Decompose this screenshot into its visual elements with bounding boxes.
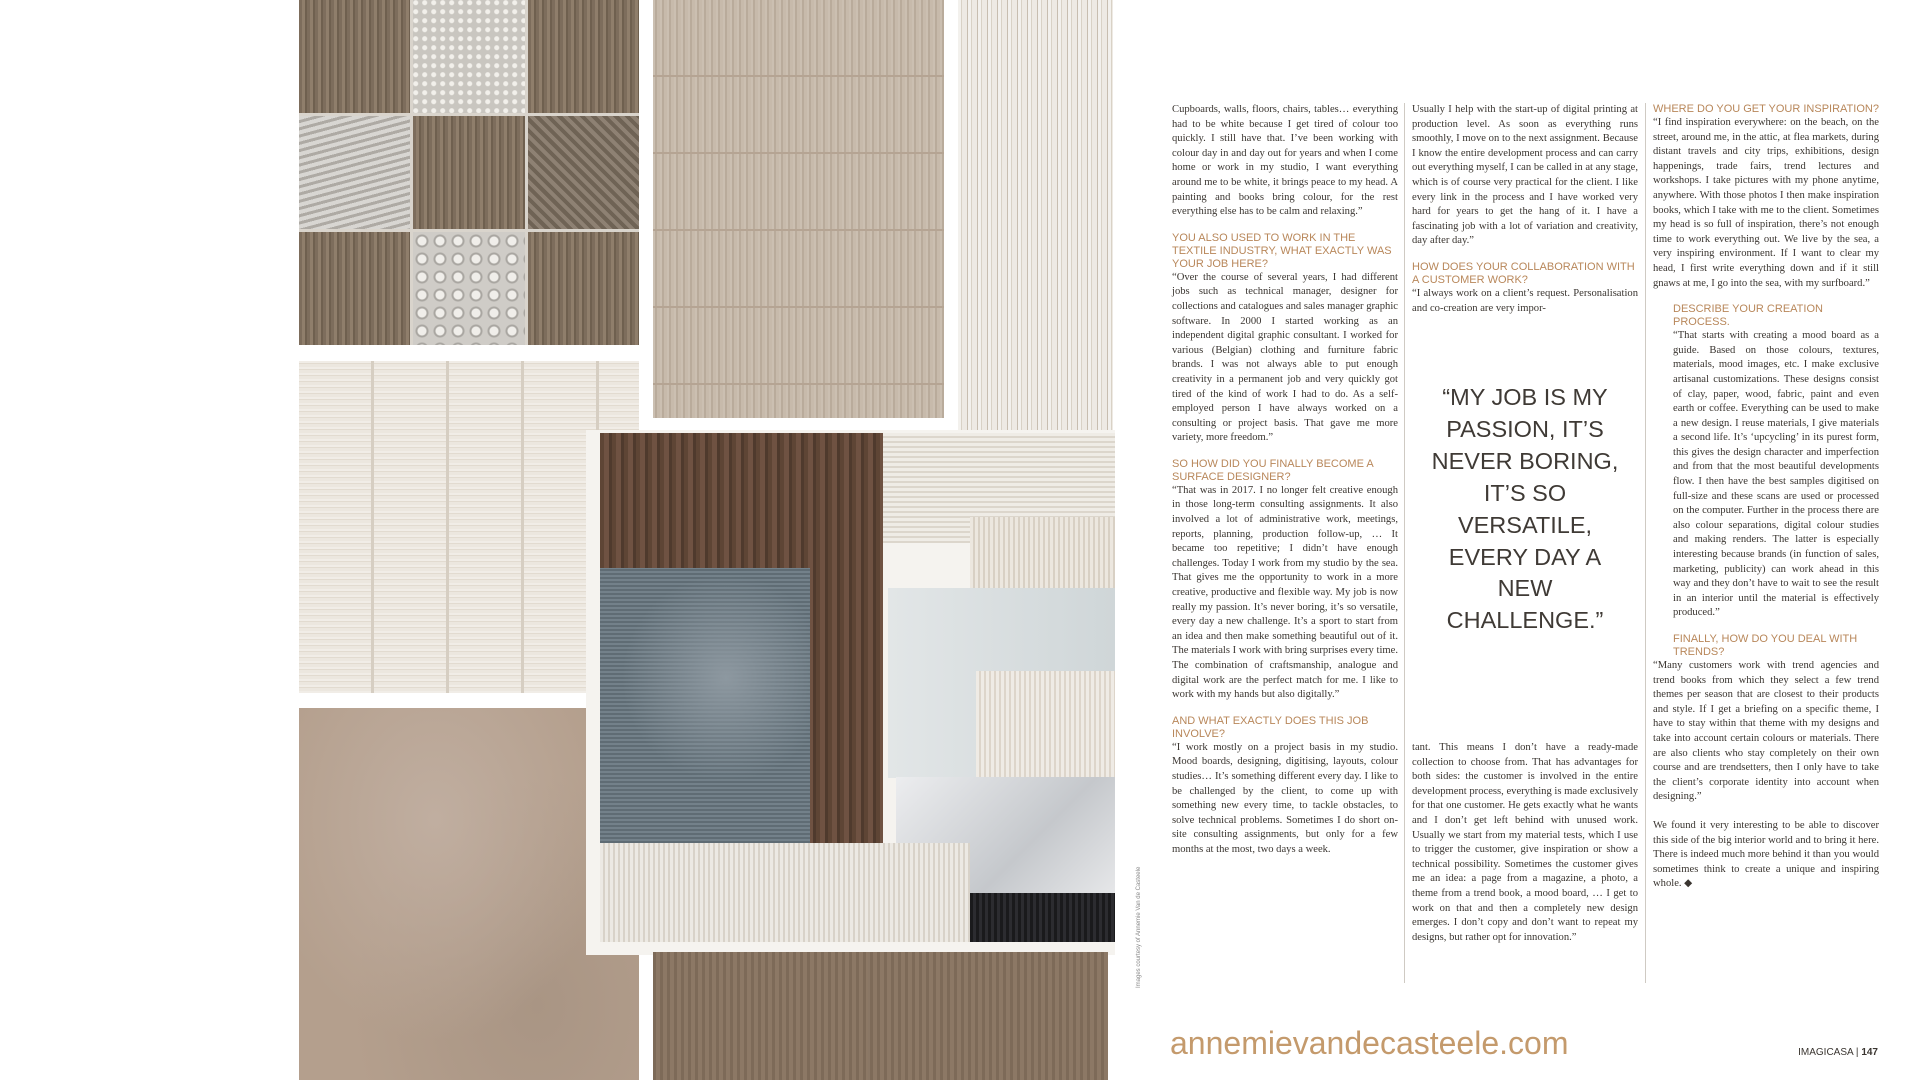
- closing-paragraph: We found it very interesting to be able to discover this side of the big interior world and to bring it here. There is indeed much more behind it than you would sometimes think to create a unique and inspiring whole. ◆: [1653, 819, 1879, 890]
- page-folio: [1798, 1047, 1878, 1058]
- photo-white-bark-texture: [958, 0, 1113, 502]
- text-column-left: [1172, 103, 1398, 858]
- question-inspiration: WHERE DO YOU GET YOUR INSPIRATION?: [1653, 103, 1879, 115]
- photo-brown-wood-panels: [653, 952, 1108, 1080]
- folio-separator: |: [1855, 1047, 1859, 1058]
- question-job-involve: AND WHAT EXACTLY DOES THIS JOB INVOLVE?: [1172, 714, 1369, 740]
- answer-inspiration: “I find inspiration everywhere: on the beach, on the street, around me, in the attic, at flea markets, during distant travels and city trips, exhibitions, design happenings, trade fairs, trend lectures and workshops. I take pictures with my phone anytime, anywhere. With those photos I then make inspiration books, which I take with me to the client. Sometimes my head is so full of inspiration, there’s not enough time to work everything out. We live by the sea, a very inspiring environment. If I want to clear my head, I first write everything down and if it still gnaws at me, I go into the sea, with my surfboard.”: [1653, 117, 1879, 289]
- magazine-name: IMAGICASA: [1798, 1047, 1854, 1058]
- column-divider-1: [1404, 103, 1405, 983]
- answer-surface-designer: “That was in 2017. I no longer felt creative enough in those long-term consulting assignments. It also involved a lot of administrative work, meetings, reports, planning, production follow-up, … It became too repetitive; I didn’t have enough challenges. Today I work from my studio by the sea. That gives me the opportunity to work in a more creative, productive and flexible way. My job is now really my passion. It’s never boring, it’s so versatile, every day a new challenge. It’s a sport to start from an idea and then make something beautiful out of it. The materials I work with bring surprises every time. The combination of craftsmanship, analogue and digital work are the perfect match for me. I like to work with my hands but also digitally.”: [1172, 484, 1398, 701]
- column-left-intro: Cupboards, walls, floors, chairs, tables… everything had to be white because I get tired of colour too quickly. I still have that. I’ve been working with colour day in and day out for years and when I come home or work in my studio, I want everything around me to be white, it brings peace to my head. A painting and books bring colour, for the rest everything else has to be calm and relaxing.”: [1172, 104, 1398, 218]
- question-textile-job: YOU ALSO USED TO WORK IN THE TEXTILE INDUSTRY, WHAT EXACTLY WAS YOUR JOB HERE?: [1172, 231, 1392, 270]
- text-column-right: [1653, 103, 1879, 892]
- sample-white-textured: [600, 843, 970, 942]
- pull-quote: “MY JOB IS MY PASSION, IT’S NEVER BORING, IT’S SO VERSATILE, EVERY DAY A NEW CHALLENGE.”: [1431, 384, 1619, 634]
- answer-trends: “Many customers work with trend agencies and trend books from which they select a few trend themes per season that are closest to their products and style. If I get a briefing on a specific theme, I have to stay within that theme with my designs and take into account certain colours or materials. There are also clients who stay completely on their own course and are trendsetters, then I only have to take the client’s corporate identity into account when designing.”: [1653, 660, 1879, 803]
- photo-credit: Images courtesy of Annemie Van de Casteele: [1136, 866, 1142, 988]
- page-number: 147: [1861, 1047, 1878, 1058]
- answer-collaboration-continued: tant. This means I don’t have a ready-made collection to choose from. That has advantages for both sides: the customer is involved in the entire development process, everything is made exclusively for that one customer. He gets exactly what he wants and I don’t get left behind with unused work. Usually we start from my material tests, which I use to trigger the customer, give inspiration or show a technical possibility. Sometimes the customer gives me an idea: a page from a magazine, a photo, a theme from a trend book, a mood board, … I get to work on that and then a completely new design emerges. I don’t copy and don’t want to repeat my designs, but rather opt for innovation.”: [1412, 742, 1638, 943]
- answer-job-involve: “I work mostly on a project basis in my studio. Mood boards, designing, digitising, layouts, colour studies… It’s something different every day. I like to be challenged by the client, to come up with something new every time, to tackle obstacles, to solve technical problems. Sometimes I do short on-site consulting assignments, but only for a few months at the most, two days a week.: [1172, 741, 1398, 855]
- question-collaboration: HOW DOES YOUR COLLABORATION WITH A CUSTOMER WORK?: [1412, 260, 1635, 286]
- text-column-middle-top: [1412, 103, 1638, 316]
- column-divider-2: [1645, 103, 1646, 983]
- sample-white-planks-mid: [976, 671, 1115, 778]
- question-surface-designer: SO HOW DID YOU FINALLY BECOME A SURFACE DESIGNER?: [1172, 457, 1374, 483]
- text-column-middle-bottom: [1412, 741, 1638, 945]
- website-link[interactable]: annemievandecasteele.com: [1170, 1025, 1569, 1061]
- answer-creation-process: “That starts with creating a mood board as a guide. Based on those colours, textures, materials, mood images, etc. I make exclusive artisanal customizations. These designs consist of clay, paper, wood, fabric, paint and even earth or coffee. Everything can be used to make a new design. I reuse materials, I give materials a second life. It’s ‘upcycling’ in its purest form, this gives the design character and imperfection and from that the most beautiful developments flow. I then have the best samples digitised on full-size and these scans are used or processed on the computer. Further in the process there are also colour separations, digital colour studies and making renders. The latter is especially interesting because brands (in function of sales, marketing, publicity) can work ahead in this way and they don’t have to wait to see the result in an interior until the material is effectively produced.”: [1673, 330, 1879, 619]
- answer-textile-job: “Over the course of several years, I had different jobs such as technical manager, designer for collections and catalogues and sales manager graphic software. In 2000 I started working as an independent digital graphic consultant. I worked for various (Belgian) clothing and furniture fabric brands. I was not always able to put enough creativity in a permanent job and very quickly got tired of the kind of work I had to do. As a self-employed person I have always worked on a consulting or project basis. That gave me more variety, more freedom.”: [1172, 271, 1398, 444]
- column-middle-intro: Usually I help with the start-up of digital printing at production level. As soon as everything runs smoothly, I move on to the next assignment. Because I know the entire development process and can carry out everything myself, I can be called in at any stage, which is of course very practical for the client. I like every link in the process and I have worked very hard for years to get the hang of it. I have a fascinating job with a lot of variation and creativity, day after day.”: [1412, 104, 1638, 247]
- sample-blue-grey-metal: [600, 568, 810, 843]
- question-creation-process: DESCRIBE YOUR CREATION PROCESS.: [1673, 303, 1823, 329]
- answer-collaboration: “I always work on a client’s request. Personalisation and co-creation are very impor-: [1412, 287, 1638, 314]
- photo-textured-wood-strips: [653, 0, 944, 418]
- photo-ceramic-tiles: [299, 0, 639, 345]
- sample-white-planks-top: [970, 517, 1115, 591]
- question-trends: FINALLY, HOW DO YOU DEAL WITH TRENDS?: [1673, 633, 1858, 658]
- sample-black-textile: [970, 893, 1115, 942]
